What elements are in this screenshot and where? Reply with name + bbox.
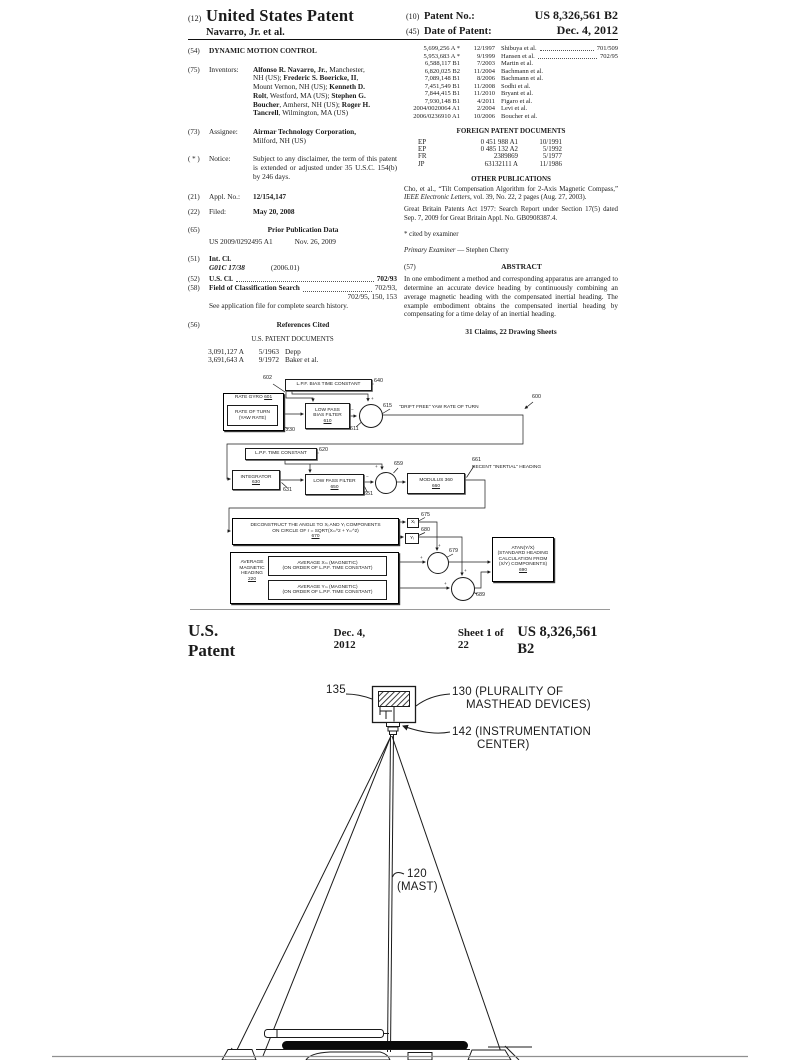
box-label: L.P.F. BIAS TIME CONSTANT xyxy=(296,382,361,388)
ref-number: 5,699,256 A * xyxy=(423,45,460,52)
ref-name: Figaro et al. xyxy=(501,97,533,105)
field-code: (51) xyxy=(188,255,200,264)
assignee-name: Airmar Technology Corporation, xyxy=(253,126,357,136)
label-135: 135 xyxy=(326,684,346,696)
label-mast: (MAST) xyxy=(397,881,438,893)
ref-name: Bryant et al. xyxy=(501,90,533,97)
ref-date: 11/2008 xyxy=(473,82,495,90)
ref-name: Sodhi et al. xyxy=(501,82,531,90)
int-cl-class-row xyxy=(209,264,397,273)
diagram-box-integrator xyxy=(232,470,280,490)
ref-name: Bachmann et al. xyxy=(501,67,544,75)
examiner-label: Primary Examiner xyxy=(404,247,456,255)
diagram-box-low-pass-filter xyxy=(305,474,364,495)
ref-class: 702/95 xyxy=(599,52,618,60)
inventors-list xyxy=(253,66,397,118)
other-publications-heading: OTHER PUBLICATIONS xyxy=(471,174,551,183)
table-row xyxy=(404,153,618,160)
code-10: (10) xyxy=(406,12,420,21)
int-cl-year: (2006.01) xyxy=(270,262,300,272)
inventor-loc: Mount Vernon, NH (US); xyxy=(253,82,330,92)
prior-pub-heading: Prior Publication Data xyxy=(267,224,339,234)
dotted-leader xyxy=(540,50,594,51)
ref-name: Levi et al. xyxy=(501,105,528,112)
ref-date: 9/1999 xyxy=(476,52,495,60)
ref-680: 680 xyxy=(421,527,430,533)
ref-679: 679 xyxy=(449,548,458,554)
minus-sign: − xyxy=(351,407,354,412)
assignee-value xyxy=(253,128,397,145)
country-code: EP xyxy=(418,145,427,153)
ref-numeral: 650 xyxy=(330,484,339,490)
forestay-line xyxy=(233,736,391,1058)
field-appl-no xyxy=(188,193,397,202)
notice-label: Notice: xyxy=(209,154,231,164)
diagram-box-average-xm xyxy=(268,556,387,576)
table-row xyxy=(188,356,397,363)
ref-659: 659 xyxy=(394,461,403,467)
search-value1: 702/93, xyxy=(374,283,397,293)
ref-class: 701/509 xyxy=(596,45,618,52)
block-diagram-figure xyxy=(185,376,620,612)
foreign-references-table xyxy=(404,139,618,168)
ref-name: Baker et al. xyxy=(285,354,319,364)
primary-examiner xyxy=(404,247,618,255)
ref-date: 5/1963 xyxy=(258,346,279,356)
field-code: (65) xyxy=(188,225,200,234)
ref-number: 6,588,117 B1 xyxy=(425,60,460,67)
leader-135 xyxy=(346,694,372,699)
cited-by-examiner: * cited by examiner xyxy=(404,230,459,238)
label-142-line2: CENTER) xyxy=(477,739,530,751)
ref-number: 2006/0236910 A1 xyxy=(413,112,460,120)
label-drift-free: "DRIFT FREE" YAW RATE OF TURN xyxy=(399,405,479,410)
table-row xyxy=(404,161,618,168)
summing-junction-3 xyxy=(427,552,449,574)
instrumentation-center-box xyxy=(388,727,398,731)
diagram-box-yi xyxy=(405,533,419,544)
field-code: (75) xyxy=(188,65,200,74)
ref-numeral: 610 xyxy=(323,418,332,424)
ref-date: 8/2006 xyxy=(476,75,495,82)
label-recent-inertial-heading: RECENT "INERTIAL" HEADING xyxy=(472,465,542,470)
boom-outline xyxy=(265,1030,384,1038)
search-label: Field of Classification Search xyxy=(209,283,300,293)
ref-numeral: 670 xyxy=(311,534,320,540)
ref-name: Bachmann et al. xyxy=(501,75,544,82)
patent-number-row xyxy=(406,8,618,23)
box-label xyxy=(235,395,272,400)
ref-name: Shibuya et al. xyxy=(501,45,537,52)
inventor-loc: , Manchester, xyxy=(325,64,365,74)
ref-numeral: 660 xyxy=(431,483,440,489)
ref-675: 675 xyxy=(421,512,430,518)
classification-search xyxy=(209,284,397,310)
patent-header xyxy=(188,6,618,38)
box-label: (ON ORDER OF L.P.F. TIME CONSTANT) xyxy=(282,590,373,595)
ref-661: 661 xyxy=(472,457,481,463)
sailboat-figure xyxy=(0,650,800,1060)
summing-junction-4 xyxy=(451,577,475,601)
ref-611: 611 xyxy=(350,426,359,432)
pub-text: Cho, et al., “Tilt Compensation Algorithm for 2-Axis Magnetic Compass,” xyxy=(404,186,618,193)
table-row xyxy=(404,46,618,53)
inventor-name: Roger H. xyxy=(341,99,371,109)
prior-pub-date: Nov. 26, 2009 xyxy=(294,236,336,246)
inventors-label: Inventors: xyxy=(209,64,239,74)
us-cl-label: U.S. Cl. xyxy=(209,273,233,283)
box-label: L.P.F. TIME CONSTANT xyxy=(255,451,307,457)
inventor-name: Kenneth D. xyxy=(329,82,365,92)
claims-summary: 31 Claims, 22 Drawing Sheets xyxy=(465,327,557,336)
patent-date: Dec. 4, 2012 xyxy=(556,23,618,37)
inventor-name: Frederic S. Boericke, II xyxy=(283,73,357,83)
ref-620: 620 xyxy=(319,447,328,453)
int-cl-label: Int. Cl. xyxy=(209,254,232,264)
field-assignee xyxy=(188,128,397,145)
doc-number: 0 451 988 A1 xyxy=(480,138,518,146)
ref-date: 4/2011 xyxy=(477,97,495,105)
label-120: 120 xyxy=(407,868,427,880)
inventor-name: Rolt xyxy=(253,90,267,100)
field-code: (56) xyxy=(188,321,200,330)
doc-number: 0 485 132 A2 xyxy=(480,145,518,153)
box-label: ON CIRCLE OF r = SQRT(Xₘ^2 + Yₘ^2) xyxy=(272,528,359,534)
ref-date: 10/2006 xyxy=(473,112,495,120)
ref-number: 7,844,415 B1 xyxy=(424,90,460,97)
prior-pub-number: US 2009/0292495 A1 xyxy=(209,236,273,246)
boom-black-bar xyxy=(282,1041,468,1050)
ref-number: 2004/0020064 A1 xyxy=(413,105,460,112)
field-notice xyxy=(188,155,397,181)
page-separator-rule xyxy=(190,609,610,610)
field-int-cl xyxy=(188,255,397,272)
ref-number: 7,089,148 B1 xyxy=(424,75,460,82)
assignee-label: Assignee: xyxy=(209,126,238,136)
summing-junction-1 xyxy=(359,404,383,428)
int-cl-class: G01C 17/38 xyxy=(209,262,245,272)
ref-numeral: 690 xyxy=(518,567,527,573)
dotted-leader xyxy=(236,281,374,282)
ref-number: 6,820,025 B2 xyxy=(424,67,460,75)
doc-date: 5/1992 xyxy=(542,145,562,153)
field-us-cl xyxy=(188,275,397,284)
label-142-line1: 142 (INSTRUMENTATION xyxy=(452,726,592,738)
sheet-number: Sheet 1 of 22 xyxy=(457,627,504,651)
field-prior-publication xyxy=(188,226,397,235)
backstay-line xyxy=(392,736,501,1052)
page-title: United States Patent xyxy=(206,6,354,25)
ref-602: 602 xyxy=(263,375,272,381)
table-row xyxy=(404,106,618,113)
ref-640: 640 xyxy=(374,378,383,384)
inventor-name: Alfonso R. Navarro, Jr. xyxy=(253,64,326,74)
table-row xyxy=(404,139,618,146)
inventor-name: Stephen G. xyxy=(331,90,366,100)
foreign-documents-heading: FOREIGN PATENT DOCUMENTS xyxy=(456,127,566,136)
ref-name: Hansen et al. xyxy=(501,52,535,60)
ref-631: 631 xyxy=(283,487,292,493)
table-row xyxy=(404,76,618,83)
field-classification-search xyxy=(188,284,397,310)
table-row xyxy=(404,114,618,121)
country-code: EP xyxy=(418,138,427,146)
diagram-box-average-ym xyxy=(268,580,387,600)
box-title: RATE GYRO xyxy=(234,395,263,400)
table-row xyxy=(404,61,618,68)
patent-number: US 8,326,561 B2 xyxy=(534,8,618,22)
leader-120 xyxy=(393,873,405,877)
plus-sign: + xyxy=(464,568,467,573)
box-label: (STANDARD HEADING xyxy=(497,551,549,557)
code-12: (12) xyxy=(188,14,202,23)
inventor-loc: , Westford, MA (US); xyxy=(266,90,332,100)
ref-689: 689 xyxy=(476,592,485,598)
box-label: (X/Y) COMPONENTS) xyxy=(498,562,548,568)
field-title xyxy=(188,47,397,56)
box-label: LOW PASS FILTER xyxy=(313,479,356,485)
plus-sign: + xyxy=(420,555,423,560)
box-label: INTEGRATOR xyxy=(240,474,272,480)
leader-130 xyxy=(416,694,450,706)
box-label: (YAW RATE) xyxy=(238,415,267,421)
int-cl-value xyxy=(209,255,397,272)
doc-date: 11/1986 xyxy=(539,160,562,168)
bow-deck-shape xyxy=(222,1050,256,1060)
field-code: (22) xyxy=(188,208,200,217)
field-filed xyxy=(188,208,397,217)
field-inventors xyxy=(188,66,397,118)
inventor-loc: NH (US); xyxy=(253,73,284,83)
field-code: ( * ) xyxy=(188,155,200,164)
us-references-table xyxy=(404,46,618,120)
ref-name: Boucher et al. xyxy=(501,112,538,120)
ref-651: 651 xyxy=(364,491,373,497)
field-code: (54) xyxy=(188,47,200,55)
plus-sign: + xyxy=(371,396,374,401)
publication-paragraph: Great Britain Patents Act 1977: Search Report under Section 17(5) dated Sep. 7, 2009 for Great Britain Appl. No. GB0908387.4. xyxy=(404,206,618,222)
ref-number: 3,691,643 A xyxy=(208,354,244,364)
filed-value: May 20, 2008 xyxy=(253,207,295,217)
inventor-loc: , Wilmington, MA (US) xyxy=(278,108,349,118)
box-label: Yᵢ xyxy=(410,535,414,541)
applicant-name: Navarro, Jr. et al. xyxy=(206,27,285,38)
appl-no-value: 12/154,147 xyxy=(253,192,287,202)
box-label: DECONSTRUCT THE ANGLE TO Xᵢ AND Yᵢ COMPONENTS xyxy=(250,523,381,529)
box-label: MAGNETIC xyxy=(239,565,265,571)
minus-sign: − xyxy=(366,474,369,479)
stern-deck-shape xyxy=(468,1050,511,1060)
abstract-text: In one embodiment a method and corresponding apparatus are arranged to determine an accurate device heading by continuously combining an average magnetic heading with the compensated inertial heading. The example embodiment obtains the compensated inertial heading by compensating for a time delay of an inertial heading. xyxy=(404,275,618,319)
sheet-header-title: U.S. Patent xyxy=(188,621,236,660)
search-value2: 702/95, 150, 153 xyxy=(347,292,397,302)
ref-name: Depp xyxy=(285,346,301,356)
inventor-name: Boucher xyxy=(253,99,280,109)
field-code: (21) xyxy=(188,193,200,202)
abstract-heading: ABSTRACT xyxy=(501,262,542,272)
ref-number: 7,451,549 B1 xyxy=(424,82,460,90)
field-code: (58) xyxy=(188,284,200,293)
doc-date: 5/1977 xyxy=(542,153,562,161)
label-130-line1: 130 (PLURALITY OF xyxy=(452,686,564,698)
diagram-box-atan xyxy=(492,537,554,582)
table-row xyxy=(404,91,618,98)
ref-date: 12/1997 xyxy=(473,45,495,52)
box-label: AVERAGE xyxy=(240,560,264,565)
plus-sign: + xyxy=(375,464,378,469)
pub-text: , vol. 39, No. 22, 2 pages (Aug. 27, 2003). xyxy=(469,194,587,202)
box-label: ATAN(Y/X) xyxy=(511,545,535,551)
inventor-line xyxy=(253,109,397,118)
box-label: LOW PASS xyxy=(315,407,340,413)
inventor-loc: , Amherst, NH (US); xyxy=(279,99,342,109)
inner-stay-line xyxy=(263,736,391,1056)
box-label: BIAS FILTER xyxy=(313,413,342,419)
doc-number: 2389869 xyxy=(493,153,518,161)
diagram-box-rate-of-turn xyxy=(227,405,278,426)
prior-pub-row xyxy=(188,238,397,247)
filed-label: Filed: xyxy=(209,207,227,217)
diagram-box-deconstruct-angle xyxy=(232,518,399,545)
patent-number-label: Patent No.: xyxy=(424,11,475,22)
field-references-cited xyxy=(188,321,397,330)
notice-text: Subject to any disclaimer, the term of this patent is extended or adjusted under 35 U.S.C. 154(b) by 246 days. xyxy=(253,154,397,181)
references-heading: References Cited xyxy=(276,320,330,330)
field-code: (57) xyxy=(404,263,416,272)
country-code: FR xyxy=(418,153,427,161)
patent-date-row xyxy=(406,23,618,38)
inventor-loc: , xyxy=(356,73,359,83)
header-rule xyxy=(188,39,618,40)
examiner-name: — Stephen Cherry xyxy=(455,247,509,255)
plus-sign: + xyxy=(438,543,441,548)
box-label: AVERAGE Yₘ (MAGNETIC) xyxy=(297,584,358,590)
sheet-header-date: Dec. 4, 2012 xyxy=(333,627,366,651)
pub-journal: IEEE Electronic Letters xyxy=(404,194,470,202)
patent-header-right xyxy=(406,8,618,38)
box-label: Xᵢ xyxy=(411,520,415,526)
diagram-box-modulus-360 xyxy=(407,473,465,494)
ref-numeral: 630 xyxy=(251,480,260,485)
box-label: CALCULATION FROM xyxy=(498,556,548,562)
instrumentation-center-box xyxy=(390,731,397,735)
field-code: (52) xyxy=(188,274,200,283)
ref-number: 5,953,683 A * xyxy=(423,52,460,60)
mast-line xyxy=(391,735,394,1053)
ref-600: 600 xyxy=(532,394,541,400)
ref-date: 7/2003 xyxy=(476,60,495,67)
publication-paragraph xyxy=(404,186,618,202)
search-note: See application file for complete search history. xyxy=(209,300,349,310)
box-label: (ON ORDER OF L.P.F. TIME CONSTANT) xyxy=(282,566,373,571)
ref-615: 615 xyxy=(383,403,392,409)
right-column xyxy=(404,46,618,336)
ref-date: 11/2004 xyxy=(473,67,495,75)
country-code: JP xyxy=(418,160,425,168)
table-row xyxy=(404,146,618,153)
diagram-box-lpf-time-constant xyxy=(245,448,317,460)
us-cl-value: 702/93 xyxy=(376,273,397,283)
ref-name: Martin et al. xyxy=(501,60,533,67)
box-label: HEADING xyxy=(241,571,263,577)
doc-number: 63132111 A xyxy=(484,160,518,168)
leader-142 xyxy=(403,726,450,733)
ref-date: 9/1972 xyxy=(258,354,279,364)
ref-numeral: 601 xyxy=(264,395,273,400)
masthead-sensor-hatched xyxy=(379,692,410,707)
ref-number: 7,930,148 B1 xyxy=(424,97,460,105)
avg-magnetic-heading-label xyxy=(235,560,269,582)
doc-date: 10/1991 xyxy=(539,138,562,146)
ref-230: 230 xyxy=(286,427,295,433)
box-label: AVERAGE Xₘ (MAGNETIC) xyxy=(297,560,358,566)
dotted-leader xyxy=(538,58,597,59)
plus-sign: + xyxy=(444,581,447,586)
inventor-name: Tancrell xyxy=(253,108,279,118)
invention-title: DYNAMIC MOTION CONTROL xyxy=(209,46,317,55)
appl-no-label: Appl. No.: xyxy=(209,192,241,202)
ref-numeral: 220 xyxy=(247,576,256,582)
field-code: (73) xyxy=(188,127,200,136)
abstract-heading-row xyxy=(404,263,618,271)
diagram-box-lpf-bias-time-constant xyxy=(285,379,372,391)
label-130-line2: MASTHEAD DEVICES) xyxy=(466,699,591,711)
diagram-box-xi xyxy=(407,518,419,528)
summing-junction-2 xyxy=(375,472,397,494)
ref-number: 3,091,127 A xyxy=(208,346,244,356)
left-column xyxy=(188,47,397,364)
code-45: (45) xyxy=(406,27,420,36)
ref-date: 2/2004 xyxy=(476,105,495,112)
box-label: MODULUS 360 xyxy=(419,478,453,484)
diagram-box-low-pass-bias-filter xyxy=(305,403,350,429)
instrumentation-center-box xyxy=(387,723,400,727)
us-patent-documents-heading: U.S. PATENT DOCUMENTS xyxy=(251,336,334,344)
mast-line xyxy=(388,735,391,1053)
patent-date-label: Date of Patent: xyxy=(424,26,492,37)
box-label: RATE OF TURN xyxy=(235,410,270,416)
sheet-patent-number: US 8,326,561 B2 xyxy=(517,624,598,657)
assignee-location: Milford, NH (US) xyxy=(253,135,306,145)
ref-date: 11/2010 xyxy=(473,90,495,97)
